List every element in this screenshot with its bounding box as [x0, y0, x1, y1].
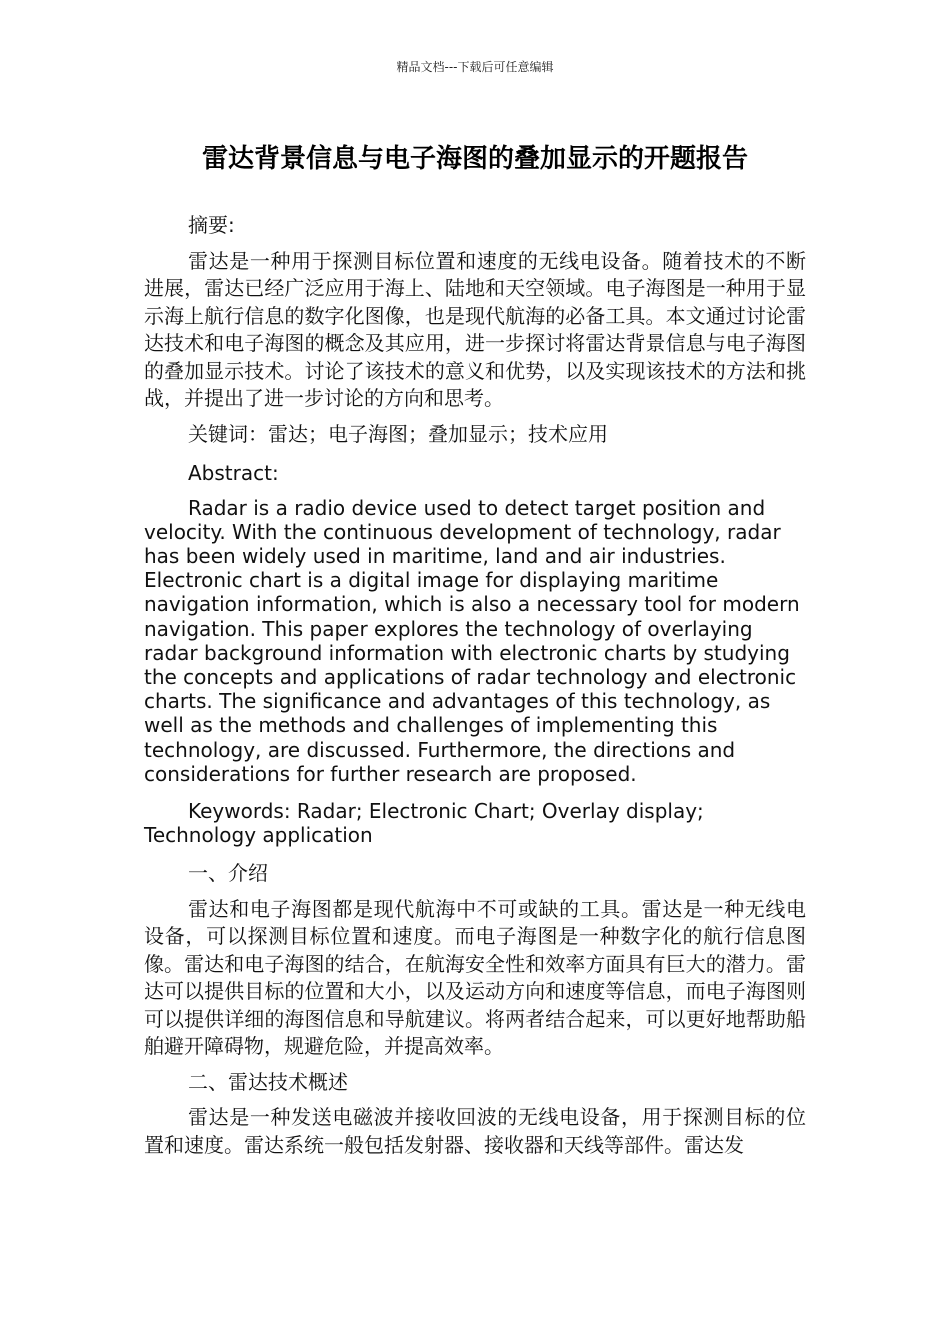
abstract-en-paragraph: Radar is a radio device used to detect target position and velocity. With the continuous development of technology, radar has been widely used in maritime, land and air industries. Electronic chart is a digital image for displaying maritime navigation information, which is also a necessary tool for modern navigation. This paper explores the technology of overlaying radar background information with electronic charts by studying the concepts and applications of radar technology and electronic charts. The significance and advantages of this technology, as well as the methods and challenges of implementing this technology, are discussed. Furthermore, the directions and considerations for further research are proposed. — [144, 495, 800, 786]
section-1-paragraph: 雷达和电子海图都是现代航海中不可或缺的工具。雷达是一种无线电设备，可以探测目标位置和速度。而电子海图是一种数字化的航行信息图像。雷达和电子海图的结合，在航海安全性和效率方面具有巨大的潜力。雷达可以提供目标的位置和大小，以及运动方向和速度等信息，而电子海图则可以提供详细的海图信息和导航建议。将两者结合起来，可以更好地帮助船舶避开障碍物，规避危险，并提高效率。 — [144, 896, 806, 1059]
abstract-heading: 摘要: — [188, 213, 235, 237]
abstract-cn-paragraph: 雷达是一种用于探测目标位置和速度的无线电设备。随着技术的不断进展，雷达已经广泛应用于海上、陆地和天空领域。电子海图是一种用于显示海上航行信息的数字化图像，也是现代航海的必备工具。本文通过讨论雷达技术和电子海图的概念及其应用，进一步探讨将雷达背景信息与电子海图的叠加显示技术。讨论了该技术的意义和优势，以及实现该技术的方法和挑战，并提出了进一步讨论的方向和思考。 — [144, 248, 806, 410]
keywords-cn: 关键词：雷达；电子海图；叠加显示；技术应用 — [188, 421, 608, 446]
page-header-note: 精品文档---下载后可任意编辑 — [396, 60, 554, 74]
section-1-heading: 一、介绍 — [188, 861, 268, 886]
section-2-heading: 二、雷达技术概述 — [188, 1069, 348, 1094]
section-2-paragraph: 雷达是一种发送电磁波并接收回波的无线电设备，用于探测目标的位置和速度。雷达系统一般包括发射器、接收器和天线等部件。雷达发 — [144, 1105, 806, 1157]
abstract-en-heading: Abstract: — [188, 461, 279, 485]
keywords-en: Keywords: Radar; Electronic Chart; Overlay display; Technology application — [144, 798, 704, 848]
document-title: 雷达背景信息与电子海图的叠加显示的开题报告 — [201, 144, 748, 174]
document-body — [144, 212, 806, 1167]
